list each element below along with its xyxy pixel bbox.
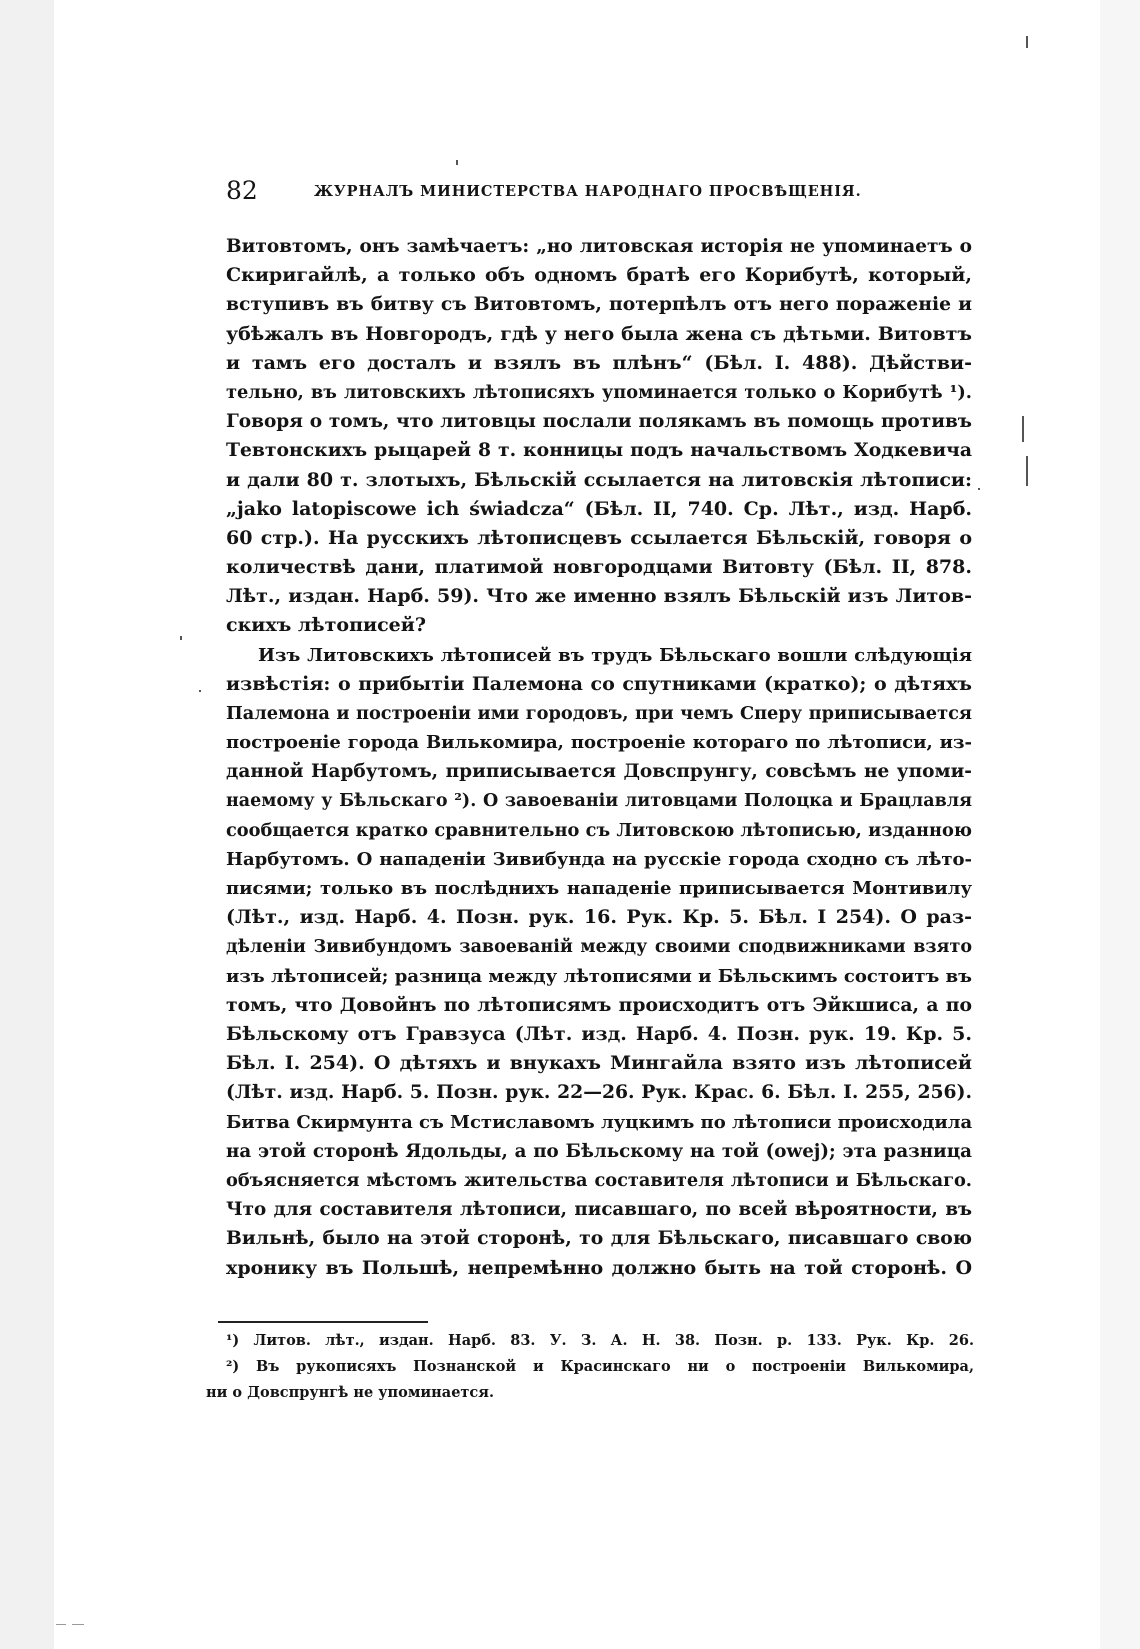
footnote-1: ¹) Литов. лѣт., издан. Нарб. 83. У. З. А. Н. 38. Позн. р. 133. Рук. Кр. 26.: [226, 1332, 974, 1349]
text-line: изъ лѣтописей; разница между лѣтописями и Бѣльскимъ состоитъ въ: [226, 965, 972, 987]
scan-left-margin: [0, 0, 54, 1649]
text-line: тельно, въ литовскихъ лѣтописяхъ упоминается только о Корибутѣ ¹).: [226, 381, 972, 403]
scan-speck: [978, 488, 980, 490]
scan-speck: [199, 690, 201, 692]
text-line: Битва Скирмунта съ Мстиславомъ луцкимъ по лѣтописи происходила: [226, 1111, 972, 1133]
text-line: хронику въ Польшѣ, непремѣнно должно быть на той сторонѣ. О: [226, 1256, 972, 1279]
text-line: Бѣл. I. 254). О дѣтяхъ и внукахъ Мингайла взято изъ лѣтописей: [226, 1052, 972, 1075]
text-line: Витовтомъ, онъ замѣчаетъ: „но литовская исторія не упоминаетъ о: [226, 236, 972, 257]
text-line: Что для составителя лѣтописи, писавшаго, по всей вѣроятности, въ: [226, 1199, 972, 1221]
scan-speck: [1026, 456, 1028, 486]
scan-speck: [1022, 416, 1024, 442]
footnote-divider: [218, 1321, 428, 1323]
text-line: Палемона и построеніи ими городовъ, при чемъ Сперу приписывается: [226, 703, 972, 724]
text-line: построеніе города Вилькомира, построеніе котораго по лѣтописи, из-: [226, 732, 972, 754]
text-line: Лѣт., издан. Нарб. 59). Что же именно взялъ Бѣльскій изъ Литов-: [226, 585, 972, 608]
text-line: (Лѣт., изд. Нарб. 4. Позн. рук. 16. Рук. Кр. 5. Бѣл. I 254). О раз-: [226, 906, 972, 929]
text-line: Скиригайлѣ, а только объ одномъ братѣ его Корибутѣ, который,: [226, 264, 972, 287]
text-line: наемому у Бѣльскаго ²). О завоеваніи литовцами Полоцка и Брацлавля: [226, 790, 972, 811]
running-head: ЖУРНАЛЪ МИНИСТЕРСТВА НАРОДНАГО ПРОСВѢЩЕНІЯ.: [314, 183, 862, 200]
text-line: Тевтонскихъ рыцарей 8 т. конницы подъ начальствомъ Ходкевича: [226, 439, 972, 462]
text-line: вступивъ въ битву съ Витовтомъ, потерпѣлъ отъ него пораженіе и: [226, 293, 972, 316]
text-line: (Лѣт. изд. Нарб. 5. Позн. рук. 22—26. Рук. Крас. 6. Бѣл. I. 255, 256).: [226, 1081, 972, 1104]
text-line: Говоря о томъ, что литовцы послали полякамъ въ помощь противъ: [226, 411, 972, 433]
scan-speck: [456, 160, 458, 165]
text-line: и тамъ его досталъ и взялъ въ плѣнъ“ (Бѣл. I. 488). Дѣйстви-: [226, 351, 972, 374]
text-line: томъ, что Довойнъ по лѣтописямъ происходитъ отъ Эйкшиса, а по: [226, 993, 972, 1016]
footnotes: [206, 1328, 974, 1406]
body-text: [226, 232, 972, 1283]
footnote-2-continuation: ни о Довспрунгѣ не упоминается.: [206, 1384, 494, 1401]
text-line: сообщается кратко сравнительно съ Литовскою лѣтописью, изданною: [226, 819, 972, 841]
text-line: писями; только въ послѣднихъ нападеніе приписывается Монтивилу: [226, 878, 972, 900]
text-line: Вильнѣ, было на этой сторонѣ, то для Бѣльскаго, писавшаго свою: [226, 1227, 972, 1250]
text-line: Нарбутомъ. О нападеніи Зивибунда на русскіе города сходно съ лѣто-: [226, 848, 972, 870]
text-line: Бѣльскому отъ Гравзуса (Лѣт. изд. Нарб. 4. Позн. рук. 19. Кр. 5.: [226, 1023, 972, 1046]
text-line: количествѣ дани, платимой новгородцами Витовту (Бѣл. II, 878.: [226, 556, 972, 579]
page-number: 82: [226, 176, 258, 205]
footnote-2: ²) Въ рукописяхъ Познанской и Красинскаго ни о построеніи Вилькомира,: [226, 1358, 974, 1375]
page-header: [226, 176, 972, 210]
text-line: 60 стр.). На русскихъ лѣтописцевъ ссылается Бѣльскій, говоря о: [226, 526, 972, 549]
text-line: на этой сторонѣ Ядольды, а по Бѣльскому на той (owej); эта разница: [226, 1140, 972, 1162]
text-line: скихъ лѣтописей?: [226, 614, 426, 637]
text-line: дѣленіи Зивибундомъ завоеваній между своими сподвижниками взято: [226, 936, 972, 957]
scan-edge-mark: [72, 1624, 84, 1625]
text-line: „jako latopiscowe ich świadcza“ (Бѣл. II, 740. Ср. Лѣт., изд. Нарб.: [226, 497, 972, 520]
scan-edge-mark: [56, 1624, 66, 1625]
text-line: убѣжалъ въ Новгородъ, гдѣ у него была жена съ дѣтьми. Витовтъ: [226, 322, 972, 345]
text-line: объясняется мѣстомъ жительства составителя лѣтописи и Бѣльскаго.: [226, 1170, 972, 1191]
scan-speck: [1026, 36, 1028, 48]
text-line: и дали 80 т. злотыхъ, Бѣльскій ссылается на литовскія лѣтописи:: [226, 468, 972, 491]
scan-right-margin: [1100, 0, 1140, 1649]
text-line: Изъ Литовскихъ лѣтописей въ трудъ Бѣльскаго вошли слѣдующія: [258, 644, 972, 666]
text-line: извѣстія: о прибытіи Палемона со спутниками (кратко); о дѣтяхъ: [226, 672, 972, 695]
text-line: данной Нарбутомъ, приписывается Довспрунгу, совсѣмъ не упоми-: [226, 761, 972, 783]
scan-speck: [180, 636, 182, 640]
